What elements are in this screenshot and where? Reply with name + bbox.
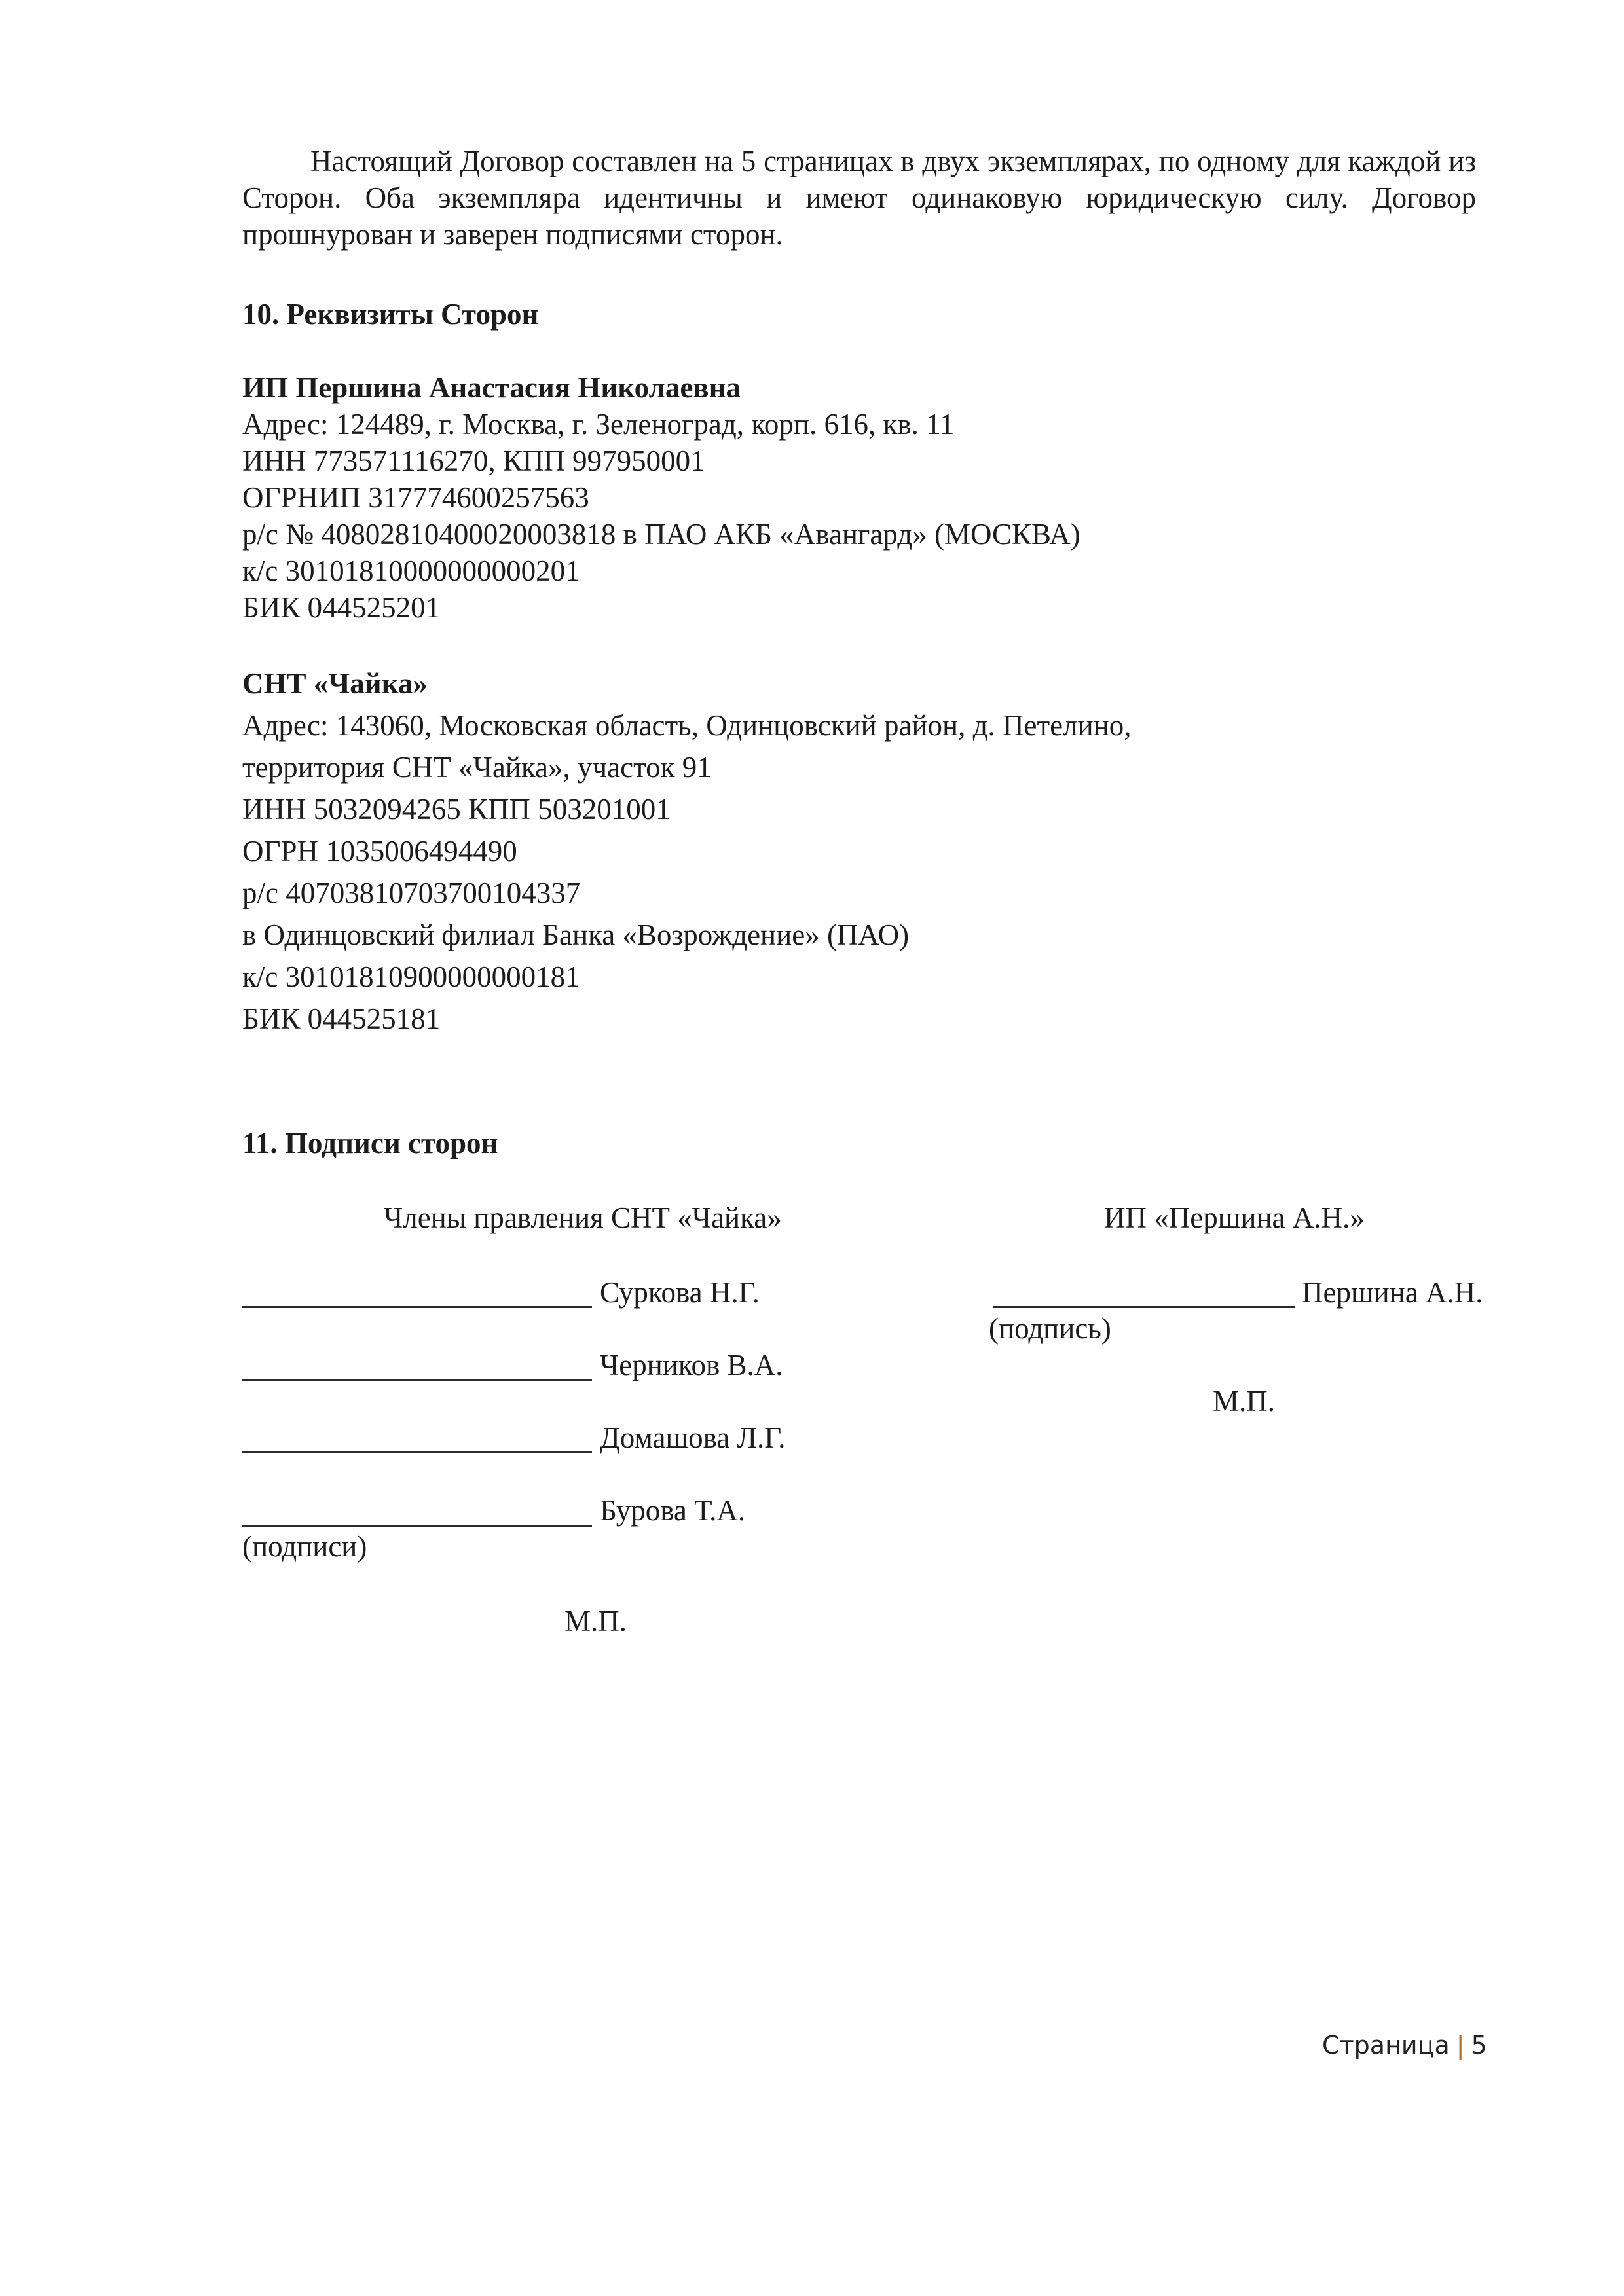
- party2-inn-kpp: ИНН 5032094265 КПП 503201001: [242, 793, 671, 826]
- party2-bik: БИК 044525181: [242, 1002, 441, 1035]
- party1-name: ИП Першина Анастасия Николаевна: [242, 371, 741, 404]
- signature-line-4: [242, 1525, 592, 1527]
- party2-bank: в Одинцовский филиал Банка «Возрождение» (ПАО): [242, 919, 910, 951]
- party2-name: СНТ «Чайка»: [242, 667, 428, 700]
- party2-corr-account: к/с 30101810900000000181: [242, 960, 580, 993]
- party1-bik: БИК 044525201: [242, 591, 441, 624]
- party2-ogrn: ОГРН 1035006494490: [242, 835, 517, 867]
- signer-3-name: Домашова Л.Г.: [600, 1421, 786, 1454]
- party1-inn-kpp: ИНН 773571116270, КПП 997950001: [242, 445, 705, 477]
- page-footer: [1322, 2030, 1487, 2061]
- right-signer-name: Першина А.Н.: [1302, 1276, 1483, 1309]
- party2-address-cont: территория СНТ «Чайка», участок 91: [242, 751, 712, 784]
- left-stamp-label: М.П.: [564, 1605, 627, 1637]
- party1-corr-account: к/с 30101810000000000201: [242, 555, 580, 587]
- signer-2-name: Черников В.А.: [600, 1349, 783, 1381]
- signature-line-right: [993, 1306, 1295, 1308]
- left-signatures-caption: (подписи): [242, 1530, 367, 1563]
- footer-page-label: Страница: [1322, 2031, 1450, 2060]
- signature-line-2: [242, 1379, 592, 1381]
- right-signature-caption: (подпись): [989, 1312, 1111, 1345]
- party1-ogrnip: ОГРНИП 317774600257563: [242, 481, 589, 514]
- right-stamp-label: М.П.: [1213, 1385, 1276, 1417]
- section-10-heading: 10. Реквизиты Сторон: [242, 298, 539, 331]
- footer-page-number: 5: [1471, 2031, 1487, 2060]
- party1-account: р/с № 40802810400020003818 в ПАО АКБ «Авангард» (МОСКВА): [242, 518, 1080, 551]
- signature-line-1: [242, 1306, 592, 1308]
- party2-address: Адрес: 143060, Московская область, Одинцовский район, д. Петелино,: [242, 709, 1132, 742]
- party1-address: Адрес: 124489, г. Москва, г. Зеленоград, корп. 616, кв. 11: [242, 408, 955, 441]
- signature-line-3: [242, 1451, 592, 1453]
- footer-separator: |: [1456, 2031, 1465, 2060]
- signer-4-name: Бурова Т.А.: [600, 1494, 746, 1527]
- party2-account: р/с 40703810703700104337: [242, 877, 581, 909]
- signer-1-name: Суркова Н.Г.: [600, 1276, 760, 1309]
- right-signer-title: ИП «Першина А.Н.»: [1104, 1201, 1365, 1234]
- intro-paragraph: Настоящий Договор составлен на 5 страницах в двух экземплярах, по одному для каждой из Сторон. Оба экземпляра идентичны и имеют одинаковую юридическую силу. Договор прошнурован и заверен подписями сторон.: [242, 145, 1476, 251]
- left-signers-title: Члены правления СНТ «Чайка»: [384, 1201, 782, 1234]
- section-11-heading: 11. Подписи сторон: [242, 1127, 498, 1159]
